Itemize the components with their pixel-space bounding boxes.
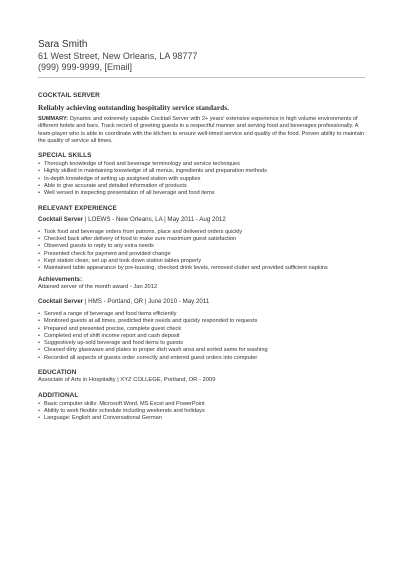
list-item: • Recorded all aspects of guests order correctly and entered guest orders into computer (38, 355, 367, 362)
job-2-details: | HMS - Portland, OR | June 2010 - May 2011 (83, 297, 210, 305)
job-2-role: Cocktail Server (38, 297, 84, 305)
list-item: • Able to give accurate and detailed information of products (38, 183, 367, 190)
additional-list (38, 401, 367, 423)
achievement: Attained server of the month award - Jan 2012 (38, 284, 158, 291)
job-2-duties (38, 311, 367, 362)
summary (38, 116, 367, 145)
summary-label: SUMMARY: (38, 116, 69, 122)
education-heading: EDUCATION (38, 369, 77, 377)
job-1-details: | LOEWS - New Orleans, LA | May 2011 - Aug 2012 (83, 215, 226, 223)
spacer (38, 224, 367, 228)
list-item: • In-depth knowledge of setting up assigned station with supplies (38, 176, 367, 183)
education-text: Associate of Arts in Hospitality | XYZ COLLEGE, Portland, OR - 2009 (38, 377, 216, 384)
resume-body (38, 92, 367, 422)
job-1-duties (38, 229, 367, 273)
experience-heading: RELEVANT EXPERIENCE (38, 204, 117, 212)
summary-text: Dynamic and extremely capable Cocktail Server with 2+ years' extensive experience in high volume environments of different hotels and bars. Track record of greeting guests in a respectful manner and serving food and beverages professionally. A team-player who is able to coordinate with the kitchen to ensure well-timed service and quality of the food. Proven ability to maintain the quality of service all times. (38, 116, 365, 144)
list-item: • Observed guests to reply to any extra needs (38, 243, 367, 250)
spacer (38, 306, 367, 310)
list-item: • Monitored guests at all times, predicted their needs and quickly responded to requests (38, 318, 367, 325)
job-2-header (38, 298, 367, 306)
candidate-name: Sara Smith (38, 39, 88, 50)
phone-email: (999) 999-9999, [Email] (38, 62, 133, 72)
list-item: • Presented check for payment and provided change (38, 251, 367, 258)
list-item: • Suggestively up-sold beverage and food items to guests (38, 340, 367, 347)
list-item: • Thorough knowledge of food and beverage terminology and service techniques (38, 161, 367, 168)
list-item: • Highly skilled in maintaining knowledge of all menus, ingredients and preparation methods (38, 168, 367, 175)
list-item: • Prepared and presented precise, complete guest check (38, 326, 367, 333)
list-item: • Completed end of shift income report and cash deposit (38, 333, 367, 340)
position-title: COCKTAIL SERVER (38, 92, 100, 99)
resume-header (38, 38, 365, 78)
list-item: • Served a range of beverage and food items efficiently (38, 311, 367, 318)
list-item: • Ability to work flexible schedule including weekends and holidays (38, 408, 367, 415)
list-item: • Checked back after delivery of food to make sure maximum guest satisfaction (38, 236, 367, 243)
address: 61 West Street, New Orleans, LA 98777 (38, 51, 198, 61)
achievements-label: Achievements: (38, 276, 83, 284)
list-item: • Took food and beverage orders from patrons, place and delivered orders quickly (38, 229, 367, 236)
job-1-role: Cocktail Server (38, 215, 84, 223)
additional-heading: ADDITIONAL (38, 391, 79, 399)
list-item: • Language: English and Conversational German (38, 415, 367, 422)
job-1-header (38, 216, 367, 224)
header-divider (38, 77, 365, 78)
list-item: • Maintained table appearance by pre-bussing, checked drink levels, removed clutter and provided sufficient napkins (38, 265, 367, 272)
list-item: • Basic computer skills: Microsoft Word, MS Excel and PowerPoint (38, 401, 367, 408)
skills-list (38, 161, 367, 197)
tagline: Reliably achieving outstanding hospitality service standards. (38, 103, 229, 112)
list-item: • Well versed in inspecting presentation of all beverage and food items (38, 190, 367, 197)
list-item: • Cleaned dirty glassware and plates to proper dish wash area and sorted same for washing (38, 347, 367, 354)
skills-heading: SPECIAL SKILLS (38, 152, 92, 160)
list-item: • Kept station clean, set up and took down station tables properly (38, 258, 367, 265)
